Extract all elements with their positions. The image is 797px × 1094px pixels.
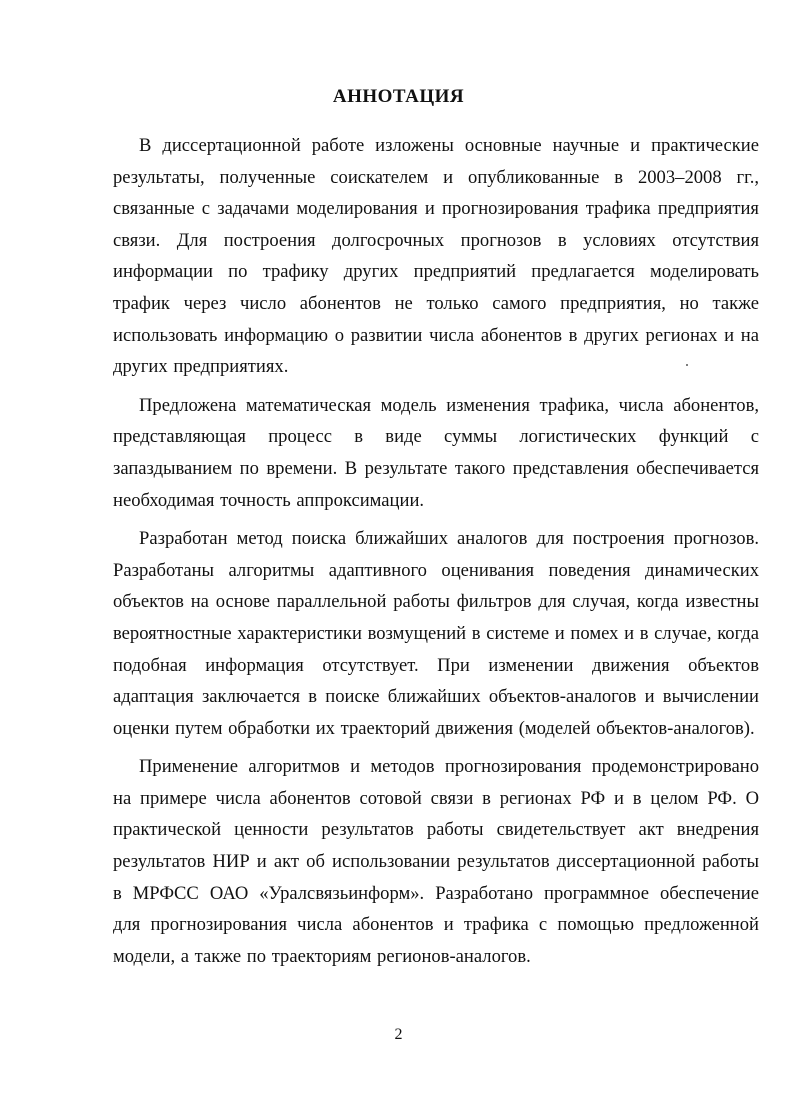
page-title: АННОТАЦИЯ bbox=[332, 86, 465, 107]
scan-artifact-dot bbox=[686, 364, 688, 366]
paragraph-2: Предложена математическая модель изменения трафика, числа абонентов, представляющая процесс в виде суммы логистических функций с запаздыванием по времени. В результате такого представления обеспечивается необходимая точность аппроксимации. bbox=[113, 394, 759, 511]
paragraph-1: В диссертационной работе изложены основные научные и практические результаты, полученные соискателем и опубликованные в 2003–2008 гг., связанные с задачами моделирования и прогнозирования трафика предприятия связи. Для построения долгосрочных прогнозов в условиях отсутствия информации по трафику других предприятий предлагается моделировать трафик через число абонентов не только самого предприятия, но также использовать информацию о развитии числа абонентов в других регионах и на других предприятиях. bbox=[113, 135, 759, 378]
annotation-body bbox=[113, 130, 759, 979]
page-number: 2 bbox=[394, 1026, 403, 1043]
paragraph-4: Применение алгоритмов и методов прогнозирования продемонстрировано на примере числа абонентов сотовой связи в регионах РФ и в целом РФ. О практической ценности результатов работы свидетельствует акт внедрения результатов НИР и акт об использовании результатов диссертационной работы в МРФСС ОАО «Уралсвязьинформ». Разработано программное обеспечение для прогнозирования числа абонентов и трафика с помощью предложенной модели, а также по траекториям регионов-аналогов. bbox=[113, 756, 759, 967]
paragraph-3: Разработан метод поиска ближайших аналогов для построения прогнозов. Разработаны алгоритмы адаптивного оценивания поведения динамических объектов на основе параллельной работы фильтров для случая, когда известны вероятностные характеристики возмущений в системе и помех и в случае, когда подобная информация отсутствует. При изменении движения объектов адаптация заключается в поиске ближайших объектов-аналогов и вычислении оценки путем обработки их траекторий движения (моделей объектов-аналогов). bbox=[113, 528, 759, 739]
